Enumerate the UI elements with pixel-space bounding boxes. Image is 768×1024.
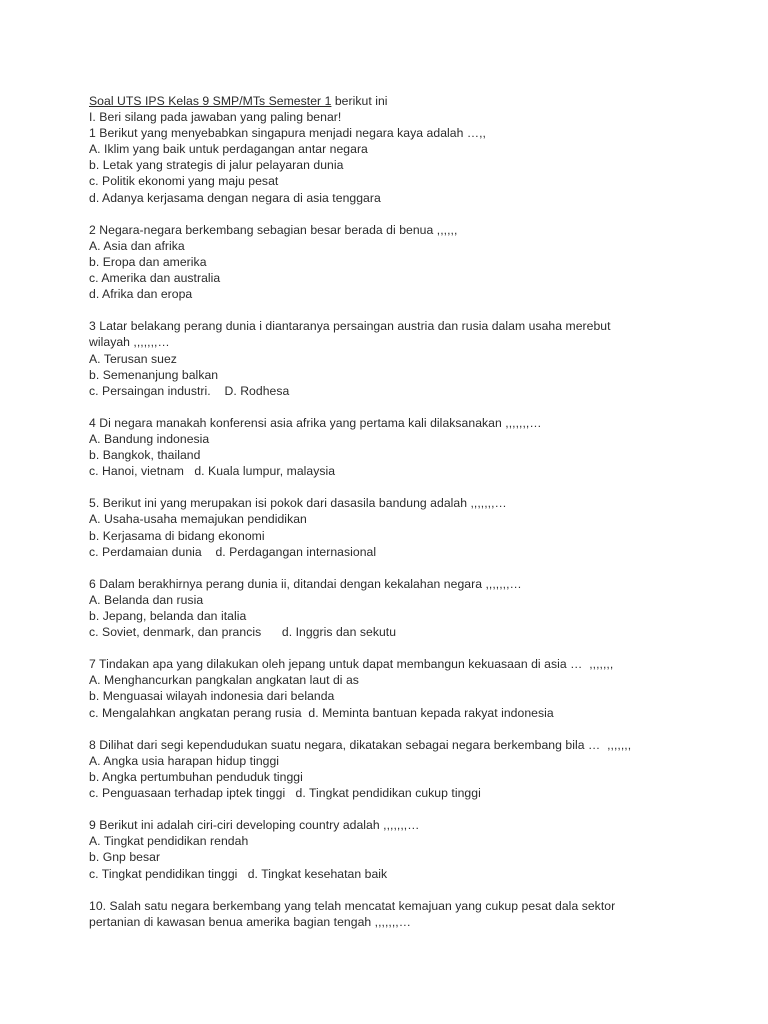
question-line: c. Politik ekonomi yang maju pesat	[89, 174, 279, 189]
question-line: d. Afrika dan eropa	[89, 287, 193, 302]
question-spacer	[89, 479, 749, 495]
question-line: A. Terusan suez	[89, 351, 177, 366]
question-line: b. Menguasai wilayah indonesia dari belanda	[89, 689, 335, 704]
question-line: b. Kerjasama di bidang ekonomi	[89, 528, 265, 543]
question-line: A. Usaha-usaha memajukan pendidikan	[89, 512, 307, 527]
question-block	[89, 125, 749, 205]
question-text: 4 Di negara manakah konferensi asia afrika yang pertama kali dilaksanakan ,,,,,,,…	[89, 415, 542, 430]
question-spacer	[89, 882, 749, 898]
question-line: b. Bangkok, thailand	[89, 448, 201, 463]
question-line: c. Penguasaan terhadap iptek tinggi d. Tingkat pendidikan cukup tinggi	[89, 786, 481, 801]
question-text: 10. Salah satu negara berkembang yang telah mencatat kemajuan yang cukup pesat dala sektor	[89, 898, 616, 913]
question-line: c. Mengalahkan angkatan perang rusia d. Meminta bantuan kepada rakyat indonesia	[89, 705, 554, 720]
question-block	[89, 817, 749, 881]
question-line: A. Angka usia harapan hidup tinggi	[89, 753, 280, 768]
question-line: wilayah ,,,,,,,…	[89, 335, 170, 350]
instruction-text: I. Beri silang pada jawaban yang paling benar!	[89, 110, 342, 125]
question-spacer	[89, 302, 749, 318]
question-spacer	[89, 399, 749, 415]
document-title-link[interactable]: Soal UTS IPS Kelas 9 SMP/MTs Semester 1	[89, 94, 332, 108]
question-spacer	[89, 801, 749, 817]
question-line: c. Persaingan industri. D. Rodhesa	[89, 383, 290, 398]
question-block	[89, 576, 749, 640]
question-block	[89, 737, 749, 801]
question-list	[89, 125, 749, 930]
question-text: 5. Berikut ini yang merupakan isi pokok dari dasasila bandung adalah ,,,,,,,…	[89, 496, 507, 511]
question-block	[89, 318, 749, 398]
question-line: c. Tingkat pendidikan tinggi d. Tingkat kesehatan baik	[89, 866, 388, 881]
question-text: 3 Latar belakang perang dunia i diantaranya persaingan austria dan rusia dalam usaha merebut	[89, 319, 611, 334]
question-line: b. Semenanjung balkan	[89, 367, 219, 382]
question-block	[89, 415, 749, 479]
question-text: 2 Negara-negara berkembang sebagian besar berada di benua ,,,,,,	[89, 222, 458, 237]
document-title-suffix: berikut ini	[331, 94, 388, 108]
question-text: 9 Berikut ini adalah ciri-ciri developing country adalah ,,,,,,,…	[89, 818, 420, 833]
question-line: A. Iklim yang baik untuk perdagangan antar negara	[89, 142, 368, 157]
question-line: pertanian di kawasan benua amerika bagian tengah ,,,,,,,…	[89, 914, 411, 929]
question-block	[89, 656, 749, 720]
question-text: 8 Dilihat dari segi kependudukan suatu negara, dikatakan sebagai negara berkembang bila … ,,,,,,,	[89, 737, 632, 752]
question-line: b. Jepang, belanda dan italia	[89, 609, 247, 623]
document-header	[89, 93, 749, 109]
question-line: A. Belanda dan rusia	[89, 592, 204, 607]
question-text: 7 Tindakan apa yang dilakukan oleh jepang untuk dapat membangun kekuasaan di asia … ,,,,,,,	[89, 657, 614, 672]
document-page	[89, 93, 749, 930]
question-spacer	[89, 560, 749, 576]
question-line: b. Letak yang strategis di jalur pelayaran dunia	[89, 158, 344, 173]
question-block	[89, 495, 749, 559]
question-line: A. Menghancurkan pangkalan angkatan laut di as	[89, 673, 359, 688]
question-line: b. Eropa dan amerika	[89, 254, 207, 269]
question-line: c. Perdamaian dunia d. Perdagangan internasional	[89, 544, 377, 559]
question-line: c. Hanoi, vietnam d. Kuala lumpur, malaysia	[89, 464, 336, 479]
question-block	[89, 222, 749, 302]
question-line: b. Angka pertumbuhan penduduk tinggi	[89, 769, 303, 784]
question-spacer	[89, 640, 749, 656]
question-line: A. Bandung indonesia	[89, 431, 210, 446]
question-line: c. Amerika dan australia	[89, 271, 221, 286]
question-text: 1 Berikut yang menyebabkan singapura menjadi negara kaya adalah …,,	[89, 126, 486, 141]
question-spacer	[89, 721, 749, 737]
question-block	[89, 898, 749, 930]
question-line: d. Adanya kerjasama dengan negara di asia tenggara	[89, 190, 381, 205]
question-line: b. Gnp besar	[89, 850, 161, 865]
question-text: 6 Dalam berakhirnya perang dunia ii, ditandai dengan kekalahan negara ,,,,,,,…	[89, 576, 522, 591]
question-spacer	[89, 206, 749, 222]
question-line: A. Tingkat pendidikan rendah	[89, 834, 249, 849]
question-line: c. Soviet, denmark, dan prancis d. Inggris dan sekutu	[89, 625, 397, 640]
question-line: A. Asia dan afrika	[89, 238, 185, 253]
